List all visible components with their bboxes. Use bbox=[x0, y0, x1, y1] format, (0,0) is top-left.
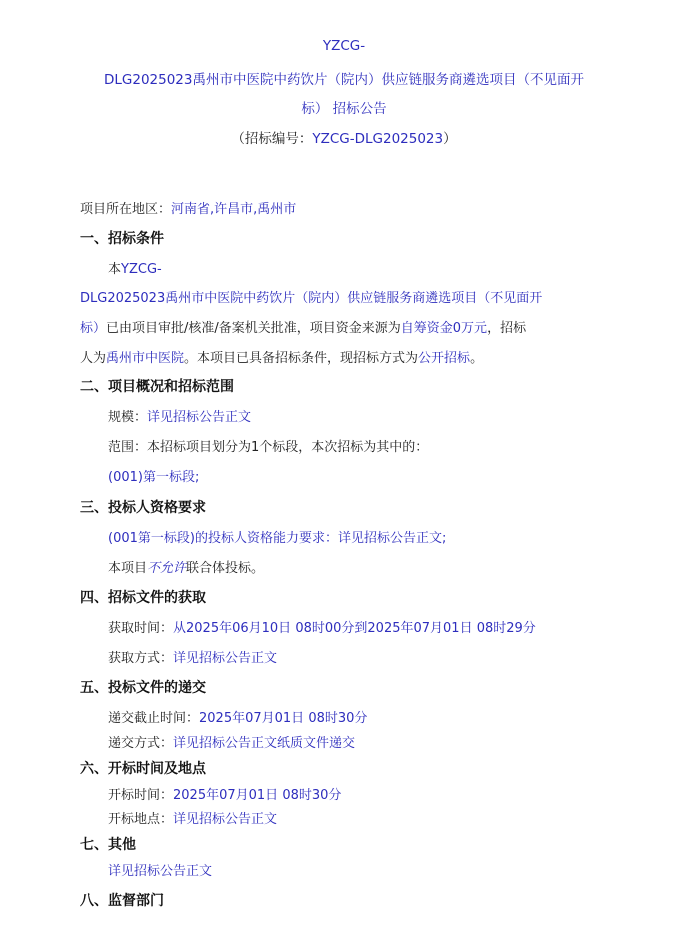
s6-place bbox=[108, 808, 277, 827]
s5-method-label: 递交方式： bbox=[108, 736, 174, 751]
title-line-2: DLG2025023禹州市中医院中药饮片（院内）供应链服务商遴选项目（不见面开 bbox=[103, 72, 584, 88]
tender-code bbox=[0, 127, 688, 147]
section-2-heading: 二、项目概况和招标范围 bbox=[80, 379, 234, 395]
s6-place-value: 详见招标公告正文 bbox=[173, 812, 278, 827]
s1-project-name-part3: 标） bbox=[80, 321, 107, 336]
s3-consortium-b: 不允许 bbox=[147, 561, 187, 576]
tender-code-suffix: ） bbox=[443, 131, 457, 147]
s3-requirement: (001第一标段)的投标人资格能力要求：详见招标公告正文; bbox=[108, 531, 447, 546]
s1-method: 公开招标 bbox=[418, 351, 471, 366]
s6-time bbox=[108, 784, 341, 803]
s4-method bbox=[108, 647, 277, 666]
s7-text: 详见招标公告正文 bbox=[108, 864, 213, 879]
title-line-1: YZCG- bbox=[322, 38, 366, 54]
s4-time bbox=[108, 617, 536, 636]
s1-line4-c: 。 bbox=[470, 351, 484, 366]
s1-line4-b: 。本项目已具备招标条件，现招标方式为 bbox=[184, 351, 419, 366]
s5-method-value: 详见招标公告正文纸质文件递交 bbox=[173, 736, 356, 751]
section-3-heading: 三、投标人资格要求 bbox=[80, 500, 206, 516]
s1-project-name-part1: YZCG- bbox=[121, 262, 162, 277]
section-8-heading: 八、监督部门 bbox=[80, 893, 164, 909]
s5-deadline bbox=[108, 707, 367, 726]
s6-time-label: 开标时间： bbox=[108, 788, 174, 803]
section-6-heading: 六、开标时间及地点 bbox=[80, 761, 206, 777]
s2-scale-value: 详见招标公告正文 bbox=[147, 410, 252, 425]
section-5-heading: 五、投标文件的递交 bbox=[80, 680, 206, 696]
section-1-heading: 一、招标条件 bbox=[80, 231, 164, 247]
s1-para-line-3 bbox=[80, 317, 526, 336]
region-label: 项目所在地区： bbox=[80, 202, 172, 217]
s2-range: 范围：本招标项目划分为1个标段，本次招标为其中的： bbox=[108, 440, 429, 455]
s1-para-line-4 bbox=[80, 347, 483, 366]
s5-deadline-label: 递交截止时间： bbox=[108, 711, 200, 726]
s1-fund-source: 自筹资金0万元 bbox=[400, 321, 488, 336]
s1-owner: 禹州市中医院 bbox=[106, 351, 185, 366]
region-value: 河南省,许昌市,禹州市 bbox=[171, 202, 297, 217]
s2-scale bbox=[108, 406, 251, 425]
s6-time-value: 2025年07月01日 08时30分 bbox=[173, 788, 342, 803]
s4-time-label: 获取时间： bbox=[108, 621, 174, 636]
project-region bbox=[80, 198, 296, 217]
s5-method bbox=[108, 732, 355, 751]
s1-prefix: 本 bbox=[108, 262, 122, 277]
section-7-heading: 七、其他 bbox=[80, 837, 136, 853]
s4-method-label: 获取方式： bbox=[108, 651, 174, 666]
s6-place-label: 开标地点： bbox=[108, 812, 174, 827]
s1-approval-text: 已由项目审批/核准/备案机关批准，项目资金来源为 bbox=[106, 321, 401, 336]
s3-consortium-c: 联合体投标。 bbox=[186, 561, 265, 576]
s5-deadline-value: 2025年07月01日 08时30分 bbox=[199, 711, 368, 726]
title-line-3: 标） 招标公告 bbox=[301, 101, 387, 117]
s3-consortium bbox=[108, 557, 264, 576]
s3-consortium-a: 本项目 bbox=[108, 561, 148, 576]
section-4-heading: 四、招标文件的获取 bbox=[80, 590, 206, 606]
tender-code-prefix: （招标编号： bbox=[231, 131, 313, 147]
tender-code-value: YZCG-DLG2025023 bbox=[312, 131, 444, 147]
s2-scale-label: 规模： bbox=[108, 410, 148, 425]
s4-time-value: 从2025年06月10日 08时00分到2025年07月01日 08时29分 bbox=[173, 621, 536, 636]
s1-line4-a: 人为 bbox=[80, 351, 107, 366]
s2-lot: (001)第一标段; bbox=[108, 470, 200, 485]
s1-project-name-part2: DLG2025023禹州市中医院中药饮片（院内）供应链服务商遴选项目（不见面开 bbox=[80, 291, 543, 306]
s4-method-value: 详见招标公告正文 bbox=[173, 651, 278, 666]
s1-line3-end: ，招标 bbox=[487, 321, 527, 336]
s1-para-line-1 bbox=[108, 258, 162, 277]
